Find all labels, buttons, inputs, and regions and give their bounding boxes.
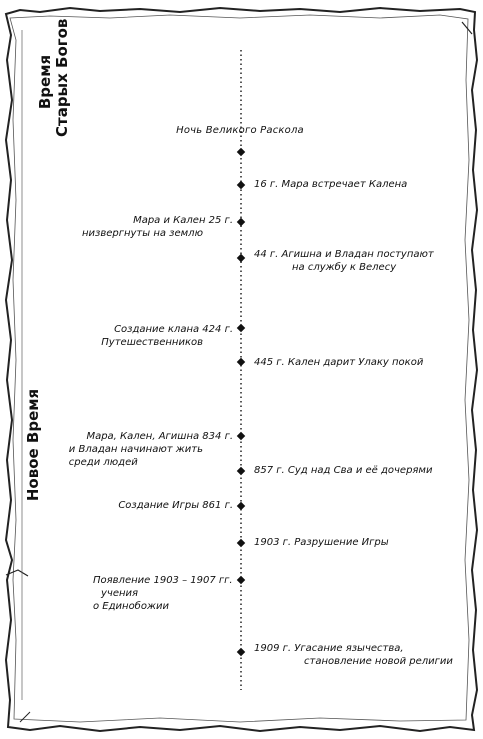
event-year: 16 г. xyxy=(254,179,279,190)
timeline-event-right xyxy=(254,248,434,274)
event-text: 16 г. Мара встречает Калена xyxy=(254,179,408,190)
event-year: 445 г. xyxy=(254,357,285,368)
event-year: 861 г. xyxy=(202,500,233,511)
event-text: становление новой религии xyxy=(304,656,453,667)
event-year: 1903 г. xyxy=(254,537,292,548)
timeline-event-right xyxy=(254,642,453,668)
era-old-gods xyxy=(36,18,73,137)
event-year: 1909 г. xyxy=(254,643,292,654)
timeline-title: Ночь Великого Раскола xyxy=(176,125,304,136)
event-year: 1903 – 1907 гг. xyxy=(153,575,233,586)
timeline-event-left xyxy=(82,214,233,240)
event-text: Мара, Кален, Агишна 834 г. xyxy=(86,431,233,442)
event-text: Мара и Кален 25 г. xyxy=(133,215,233,226)
era-old-line-2: Старых Богов xyxy=(53,18,71,137)
event-text: 44 г. Агишна и Владан поступают xyxy=(254,249,434,260)
event-year: 857 г. xyxy=(254,465,285,476)
timeline-event-left xyxy=(69,430,233,469)
event-text: 1903 г. Разрушение Игры xyxy=(254,537,389,548)
timeline-event-right xyxy=(254,464,432,477)
timeline-event-left xyxy=(118,499,233,512)
event-text: на службу к Велесу xyxy=(292,262,397,273)
event-text: о Единобожии xyxy=(93,601,169,612)
event-year: 25 г. xyxy=(208,215,233,226)
timeline-event-left xyxy=(93,574,233,613)
event-year: 424 г. xyxy=(202,324,233,335)
era-old-line-1: Время xyxy=(36,54,54,110)
timeline-event-right xyxy=(254,536,389,549)
event-text: учения xyxy=(101,588,139,599)
event-text: 857 г. Суд над Сва и её дочерями xyxy=(254,465,433,476)
event-text: и Владан начинают жить xyxy=(68,444,203,455)
event-year: 834 г. xyxy=(202,431,233,442)
event-text: Путешественников xyxy=(101,337,203,348)
event-text: Создание Игры 861 г. xyxy=(118,500,233,511)
era-new-time: Новое Время xyxy=(24,388,42,502)
timeline-event-left xyxy=(101,323,233,349)
event-text: 445 г. Кален дарит Улаку покой xyxy=(254,357,424,368)
timeline-event-right xyxy=(254,178,407,191)
event-year: 44 г. xyxy=(254,249,279,260)
event-text: Появление 1903 – 1907 гг. xyxy=(93,575,233,586)
event-text: Создание клана 424 г. xyxy=(114,324,233,335)
event-text: среди людей xyxy=(68,457,138,468)
event-text: низвергнуты на землю xyxy=(81,228,203,239)
event-text: 1909 г. Угасание язычества, xyxy=(254,643,404,654)
timeline-event-right xyxy=(254,356,423,369)
